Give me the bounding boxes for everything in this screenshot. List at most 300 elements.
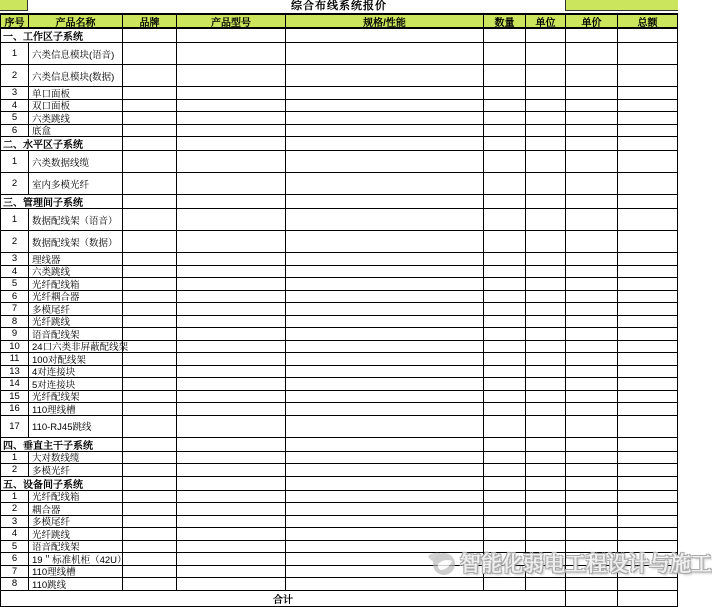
- model-cell: [177, 65, 286, 86]
- seq-cell: 15: [1, 391, 29, 403]
- product-name-cell: 110理线槽: [29, 566, 123, 578]
- product-name-cell: 多模光纤: [29, 464, 123, 476]
- quotation-table: [0, 15, 678, 607]
- unit-cell: [526, 341, 566, 353]
- amount-cell: [618, 112, 678, 124]
- seq-cell: 3: [1, 253, 29, 265]
- model-cell: [177, 291, 286, 303]
- total-row: [1, 591, 678, 607]
- brand-cell: [123, 100, 177, 112]
- qty-cell: [484, 528, 526, 540]
- spec-cell: [286, 452, 484, 464]
- table-header-row: [1, 15, 678, 29]
- brand-cell: [123, 43, 177, 64]
- seq-cell: 7: [1, 566, 29, 578]
- model-cell: [177, 541, 286, 553]
- unit-price-cell: [566, 516, 618, 528]
- model-cell: [177, 43, 286, 64]
- col-header-brand: 品牌: [123, 15, 177, 27]
- qty-cell: [484, 503, 526, 515]
- brand-cell: [123, 416, 177, 437]
- spec-cell: [286, 112, 484, 124]
- seq-cell: 1: [1, 151, 29, 172]
- spec-cell: [286, 209, 484, 230]
- qty-cell: [484, 403, 526, 415]
- model-cell: [177, 566, 286, 578]
- qty-cell: [484, 378, 526, 390]
- product-name-cell: 理线器: [29, 253, 123, 265]
- table-row: [1, 452, 678, 465]
- seq-cell: 5: [1, 278, 29, 290]
- brand-cell: [123, 173, 177, 194]
- qty-cell: [484, 477, 526, 490]
- unit-price-cell: [566, 87, 618, 99]
- qty-cell: [484, 29, 526, 42]
- qty-cell: [484, 291, 526, 303]
- brand-cell: [123, 303, 177, 315]
- table-row: [1, 528, 678, 541]
- model-cell: [177, 253, 286, 265]
- unit-cell: [526, 491, 566, 503]
- amount-cell: [618, 173, 678, 194]
- product-name-cell: 数据配线架（语音）: [29, 209, 123, 230]
- model-cell: [177, 137, 286, 150]
- seq-cell: 14: [1, 378, 29, 390]
- model-cell: [177, 209, 286, 230]
- product-name-cell: 100对配线架: [29, 353, 123, 365]
- qty-cell: [484, 366, 526, 378]
- col-header-unit: 单位: [526, 15, 566, 27]
- unit-price-cell: [566, 173, 618, 194]
- brand-cell: [123, 65, 177, 86]
- section-title-cell: 三、管理间子系统: [1, 195, 123, 208]
- table-row: [1, 43, 678, 65]
- product-name-cell: 耦合器: [29, 503, 123, 515]
- table-row: [1, 65, 678, 87]
- brand-cell: [123, 477, 177, 490]
- unit-price-cell: [566, 278, 618, 290]
- spec-cell: [286, 528, 484, 540]
- brand-cell: [123, 553, 177, 565]
- model-cell: [177, 452, 286, 464]
- brand-cell: [123, 578, 177, 590]
- table-body: [1, 29, 678, 591]
- col-header-seq: 序号: [1, 15, 29, 27]
- unit-cell: [526, 553, 566, 565]
- qty-cell: [484, 391, 526, 403]
- product-name-cell: 5对连接块: [29, 378, 123, 390]
- unit-cell: [526, 65, 566, 86]
- product-name-cell: 光纤跳线: [29, 528, 123, 540]
- table-row: [1, 87, 678, 100]
- brand-cell: [123, 278, 177, 290]
- spec-cell: [286, 353, 484, 365]
- unit-cell: [526, 378, 566, 390]
- section-row: [1, 438, 678, 452]
- total-amount-cell: [618, 591, 678, 606]
- unit-price-cell: [566, 391, 618, 403]
- seq-cell: 10: [1, 341, 29, 353]
- unit-cell: [526, 391, 566, 403]
- brand-cell: [123, 341, 177, 353]
- amount-cell: [618, 328, 678, 340]
- model-cell: [177, 100, 286, 112]
- spec-cell: [286, 253, 484, 265]
- seq-cell: 2: [1, 65, 29, 86]
- brand-cell: [123, 378, 177, 390]
- brand-cell: [123, 87, 177, 99]
- brand-cell: [123, 29, 177, 42]
- table-row: [1, 503, 678, 516]
- product-name-cell: 数据配线架（数据）: [29, 231, 123, 252]
- seq-cell: 7: [1, 303, 29, 315]
- unit-price-cell: [566, 291, 618, 303]
- seq-cell: 5: [1, 541, 29, 553]
- seq-cell: 13: [1, 366, 29, 378]
- product-name-cell: 六类数据线缆: [29, 151, 123, 172]
- model-cell: [177, 553, 286, 565]
- unit-price-cell: [566, 353, 618, 365]
- amount-cell: [618, 65, 678, 86]
- product-name-cell: 4对连接块: [29, 366, 123, 378]
- unit-cell: [526, 195, 566, 208]
- total-unit-price-cell: [566, 591, 618, 606]
- model-cell: [177, 366, 286, 378]
- unit-price-cell: [566, 452, 618, 464]
- model-cell: [177, 151, 286, 172]
- spec-cell: [286, 464, 484, 476]
- section-title-cell: 四、垂直主干子系统: [1, 438, 123, 451]
- unit-cell: [526, 291, 566, 303]
- amount-cell: [618, 151, 678, 172]
- seq-cell: 5: [1, 112, 29, 124]
- brand-cell: [123, 195, 177, 208]
- product-name-cell: 110理线槽: [29, 403, 123, 415]
- table-row: [1, 403, 678, 416]
- amount-cell: [618, 528, 678, 540]
- spec-cell: [286, 266, 484, 278]
- seq-cell: 2: [1, 231, 29, 252]
- spec-cell: [286, 173, 484, 194]
- amount-cell: [618, 503, 678, 515]
- section-title-cell: 五、设备间子系统: [1, 477, 123, 490]
- spec-cell: [286, 100, 484, 112]
- amount-cell: [618, 231, 678, 252]
- spec-cell: [286, 416, 484, 437]
- model-cell: [177, 125, 286, 137]
- product-name-cell: 单口面板: [29, 87, 123, 99]
- unit-price-cell: [566, 503, 618, 515]
- unit-price-cell: [566, 303, 618, 315]
- unit-price-cell: [566, 209, 618, 230]
- section-row: [1, 29, 678, 43]
- qty-cell: [484, 516, 526, 528]
- table-row: [1, 278, 678, 291]
- seq-cell: 2: [1, 173, 29, 194]
- model-cell: [177, 173, 286, 194]
- qty-cell: [484, 566, 526, 578]
- qty-cell: [484, 316, 526, 328]
- table-row: [1, 303, 678, 316]
- table-row: [1, 100, 678, 113]
- table-row: [1, 266, 678, 279]
- qty-cell: [484, 253, 526, 265]
- unit-cell: [526, 43, 566, 64]
- unit-price-cell: [566, 378, 618, 390]
- model-cell: [177, 195, 286, 208]
- qty-cell: [484, 125, 526, 137]
- amount-cell: [618, 87, 678, 99]
- unit-cell: [526, 112, 566, 124]
- unit-price-cell: [566, 464, 618, 476]
- brand-cell: [123, 316, 177, 328]
- seq-cell: 4: [1, 100, 29, 112]
- amount-cell: [618, 278, 678, 290]
- unit-price-cell: [566, 528, 618, 540]
- product-name-cell: 110-RJ45跳线: [29, 416, 123, 437]
- model-cell: [177, 503, 286, 515]
- spec-cell: [286, 316, 484, 328]
- seq-cell: 17: [1, 416, 29, 437]
- unit-price-cell: [566, 137, 618, 150]
- unit-cell: [526, 209, 566, 230]
- qty-cell: [484, 328, 526, 340]
- spec-cell: [286, 278, 484, 290]
- unit-cell: [526, 151, 566, 172]
- product-name-cell: 多模尾纤: [29, 516, 123, 528]
- model-cell: [177, 578, 286, 590]
- spec-cell: [286, 477, 484, 490]
- qty-cell: [484, 112, 526, 124]
- qty-cell: [484, 541, 526, 553]
- unit-cell: [526, 125, 566, 137]
- unit-cell: [526, 503, 566, 515]
- unit-cell: [526, 29, 566, 42]
- qty-cell: [484, 452, 526, 464]
- title-row: [0, 0, 678, 15]
- seq-cell: 1: [1, 452, 29, 464]
- brand-cell: [123, 541, 177, 553]
- unit-cell: [526, 578, 566, 590]
- table-row: [1, 464, 678, 477]
- seq-cell: 1: [1, 43, 29, 64]
- amount-cell: [618, 516, 678, 528]
- model-cell: [177, 87, 286, 99]
- amount-cell: [618, 566, 678, 578]
- table-row: [1, 566, 678, 579]
- col-header-amount: 总额: [618, 15, 678, 27]
- model-cell: [177, 378, 286, 390]
- unit-price-cell: [566, 125, 618, 137]
- unit-cell: [526, 366, 566, 378]
- amount-cell: [618, 403, 678, 415]
- section-title-cell: 一、工作区子系统: [1, 29, 123, 42]
- spec-cell: [286, 391, 484, 403]
- unit-price-cell: [566, 477, 618, 490]
- table-row: [1, 341, 678, 354]
- table-row: [1, 553, 678, 566]
- spec-cell: [286, 43, 484, 64]
- qty-cell: [484, 100, 526, 112]
- unit-cell: [526, 566, 566, 578]
- unit-price-cell: [566, 438, 618, 451]
- model-cell: [177, 438, 286, 451]
- spec-cell: [286, 303, 484, 315]
- qty-cell: [484, 209, 526, 230]
- amount-cell: [618, 578, 678, 590]
- brand-cell: [123, 491, 177, 503]
- brand-cell: [123, 231, 177, 252]
- model-cell: [177, 266, 286, 278]
- product-name-cell: 底盒: [29, 125, 123, 137]
- model-cell: [177, 391, 286, 403]
- model-cell: [177, 353, 286, 365]
- qty-cell: [484, 278, 526, 290]
- spec-cell: [286, 403, 484, 415]
- unit-price-cell: [566, 553, 618, 565]
- model-cell: [177, 231, 286, 252]
- spec-cell: [286, 231, 484, 252]
- unit-cell: [526, 100, 566, 112]
- table-row: [1, 316, 678, 329]
- spec-cell: [286, 291, 484, 303]
- brand-cell: [123, 328, 177, 340]
- qty-cell: [484, 231, 526, 252]
- product-name-cell: 110跳线: [29, 578, 123, 590]
- amount-cell: [618, 137, 678, 150]
- brand-cell: [123, 353, 177, 365]
- qty-cell: [484, 43, 526, 64]
- spec-cell: [286, 125, 484, 137]
- qty-cell: [484, 553, 526, 565]
- seq-cell: 6: [1, 125, 29, 137]
- unit-cell: [526, 438, 566, 451]
- amount-cell: [618, 341, 678, 353]
- brand-cell: [123, 151, 177, 172]
- brand-cell: [123, 503, 177, 515]
- product-name-cell: 光纤耦合器: [29, 291, 123, 303]
- col-header-product: 产品名称: [29, 15, 123, 27]
- amount-cell: [618, 266, 678, 278]
- spec-cell: [286, 341, 484, 353]
- product-name-cell: 六类跳线: [29, 112, 123, 124]
- spec-cell: [286, 541, 484, 553]
- seq-cell: 9: [1, 328, 29, 340]
- model-cell: [177, 328, 286, 340]
- brand-cell: [123, 452, 177, 464]
- brand-cell: [123, 391, 177, 403]
- unit-cell: [526, 173, 566, 194]
- unit-cell: [526, 303, 566, 315]
- unit-cell: [526, 541, 566, 553]
- seq-cell: 4: [1, 266, 29, 278]
- product-name-cell: 室内多模光纤: [29, 173, 123, 194]
- seq-cell: 6: [1, 291, 29, 303]
- amount-cell: [618, 253, 678, 265]
- product-name-cell: 语音配线架: [29, 541, 123, 553]
- spec-cell: [286, 503, 484, 515]
- unit-price-cell: [566, 43, 618, 64]
- unit-cell: [526, 416, 566, 437]
- spec-cell: [286, 29, 484, 42]
- table-row: [1, 231, 678, 253]
- qty-cell: [484, 195, 526, 208]
- unit-price-cell: [566, 253, 618, 265]
- unit-cell: [526, 266, 566, 278]
- seq-cell: 8: [1, 316, 29, 328]
- model-cell: [177, 303, 286, 315]
- spec-cell: [286, 566, 484, 578]
- amount-cell: [618, 29, 678, 42]
- product-name-cell: 六类信息模块(语音): [29, 43, 123, 64]
- brand-cell: [123, 366, 177, 378]
- spec-cell: [286, 137, 484, 150]
- product-name-cell: 大对数线缆: [29, 452, 123, 464]
- spec-cell: [286, 553, 484, 565]
- table-row: [1, 253, 678, 266]
- seq-cell: 1: [1, 491, 29, 503]
- model-cell: [177, 341, 286, 353]
- qty-cell: [484, 491, 526, 503]
- unit-price-cell: [566, 328, 618, 340]
- unit-cell: [526, 353, 566, 365]
- qty-cell: [484, 416, 526, 437]
- qty-cell: [484, 341, 526, 353]
- model-cell: [177, 516, 286, 528]
- amount-cell: [618, 100, 678, 112]
- unit-price-cell: [566, 541, 618, 553]
- unit-cell: [526, 316, 566, 328]
- qty-cell: [484, 303, 526, 315]
- table-row: [1, 378, 678, 391]
- spec-cell: [286, 516, 484, 528]
- amount-cell: [618, 43, 678, 64]
- product-name-cell: 光纤配线箱: [29, 278, 123, 290]
- qty-cell: [484, 266, 526, 278]
- qty-cell: [484, 438, 526, 451]
- qty-cell: [484, 464, 526, 476]
- unit-price-cell: [566, 341, 618, 353]
- unit-cell: [526, 464, 566, 476]
- model-cell: [177, 491, 286, 503]
- section-row: [1, 137, 678, 151]
- table-row: [1, 112, 678, 125]
- brand-cell: [123, 291, 177, 303]
- amount-cell: [618, 125, 678, 137]
- qty-cell: [484, 151, 526, 172]
- table-row: [1, 391, 678, 404]
- unit-price-cell: [566, 491, 618, 503]
- spec-cell: [286, 151, 484, 172]
- model-cell: [177, 528, 286, 540]
- qty-cell: [484, 87, 526, 99]
- amount-cell: [618, 353, 678, 365]
- brand-cell: [123, 516, 177, 528]
- brand-cell: [123, 209, 177, 230]
- unit-price-cell: [566, 416, 618, 437]
- section-title-cell: 二、水平区子系统: [1, 137, 123, 150]
- amount-cell: [618, 452, 678, 464]
- spec-cell: [286, 578, 484, 590]
- unit-cell: [526, 253, 566, 265]
- model-cell: [177, 29, 286, 42]
- product-name-cell: 24口六类非屏蔽配线架: [29, 341, 123, 353]
- unit-price-cell: [566, 112, 618, 124]
- amount-cell: [618, 491, 678, 503]
- unit-cell: [526, 528, 566, 540]
- product-name-cell: 语音配线架: [29, 328, 123, 340]
- amount-cell: [618, 541, 678, 553]
